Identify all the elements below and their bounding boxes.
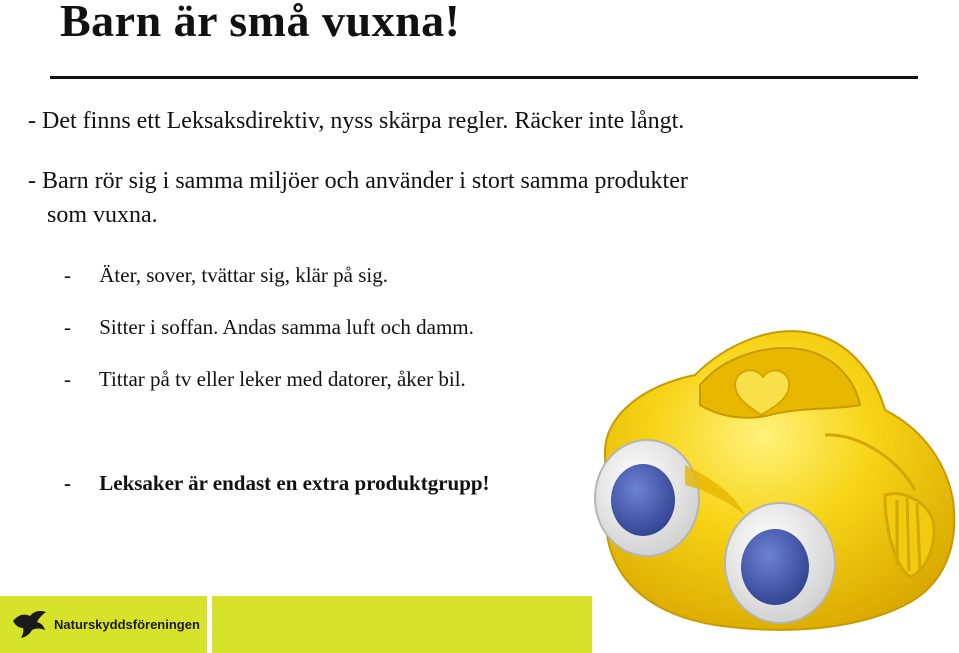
logo-text: Naturskyddsföreningen — [54, 616, 200, 632]
subbullet-dash: - — [64, 315, 71, 339]
bullet-text: Barn rör sig i samma miljöer och använder i stort samma produkter — [42, 168, 688, 194]
title-underline — [50, 76, 918, 79]
subbullet-text: Tittar på tv eller leker med datorer, åker bil. — [98, 367, 466, 391]
subbullet-dash: - — [64, 367, 71, 391]
subbullet-text: Sitter i soffan. Andas samma luft och damm. — [99, 315, 474, 339]
bullet-text: Det finns ett Leksaksdirektiv, nyss skärpa regler. Räcker inte långt. — [42, 108, 685, 134]
bullet-2-continuation: som vuxna. — [47, 202, 158, 228]
bullet-dash: - — [28, 168, 36, 194]
eagle-icon — [12, 609, 48, 639]
slide-title: Barn är små vuxna! — [60, 0, 461, 46]
subbullet-3 — [64, 367, 466, 392]
bullet-dash: - — [28, 108, 36, 134]
bullet-1 — [28, 108, 684, 135]
footer-bar-right — [212, 596, 592, 653]
bullet-2 — [28, 168, 688, 195]
organization-logo — [12, 609, 200, 639]
subbullet-2 — [64, 315, 474, 340]
subbullet-text: Leksaker är endast en extra produktgrupp! — [99, 471, 490, 495]
subbullet-4 — [64, 471, 490, 496]
subbullet-dash: - — [64, 471, 71, 495]
subbullet-1 — [64, 263, 388, 288]
subbullet-text: Äter, sover, tvättar sig, klär på sig. — [99, 263, 388, 287]
subbullet-dash: - — [64, 263, 71, 287]
toy-car-image — [585, 315, 959, 653]
